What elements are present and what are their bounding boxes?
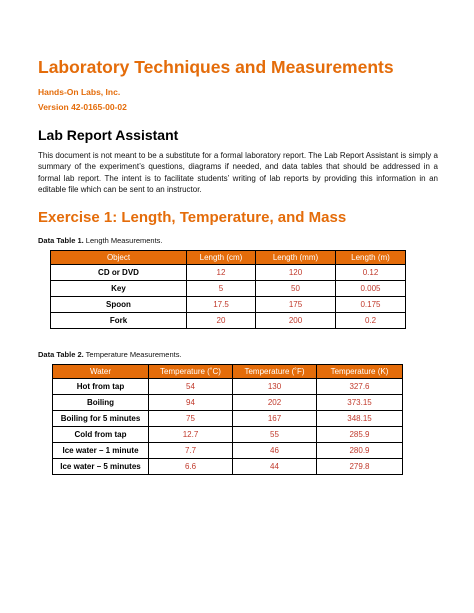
cell-value: 279.8 <box>317 458 403 474</box>
table-row <box>53 394 403 410</box>
cell-value: 327.6 <box>317 378 403 394</box>
cell-value: 348.15 <box>317 410 403 426</box>
temperature-measurements-table <box>52 364 403 475</box>
row-label: Cold from tap <box>53 426 149 442</box>
column-header: Temperature (˚F) <box>233 364 317 378</box>
table2-caption-text: Temperature Measurements. <box>83 349 182 359</box>
cell-value: 46 <box>233 442 317 458</box>
cell-value: 202 <box>233 394 317 410</box>
cell-value: 12.7 <box>149 426 233 442</box>
table-row <box>53 378 403 394</box>
row-label: Boiling for 5 minutes <box>53 410 149 426</box>
row-label: Ice water – 5 minutes <box>53 458 149 474</box>
column-header: Temperature (˚C) <box>149 364 233 378</box>
cell-value: 94 <box>149 394 233 410</box>
lab-report-assistant-heading: Lab Report Assistant <box>38 127 179 143</box>
cell-value: 0.175 <box>336 296 406 312</box>
cell-value: 5 <box>187 280 256 296</box>
cell-value: 0.005 <box>336 280 406 296</box>
row-label: Ice water – 1 minute <box>53 442 149 458</box>
column-header: Temperature (K) <box>317 364 403 378</box>
length-measurements-table <box>50 250 406 329</box>
row-label: Key <box>51 280 187 296</box>
table1-caption <box>38 236 438 246</box>
table-header-row <box>53 364 403 378</box>
column-header: Water <box>53 364 149 378</box>
cell-value: 0.2 <box>336 312 406 328</box>
cell-value: 12 <box>187 264 256 280</box>
row-label: Spoon <box>51 296 187 312</box>
column-header: Object <box>51 250 187 264</box>
intro-paragraph: This document is not meant to be a substitute for a formal laboratory report. The Lab Report Assistant is simply a summary of the experiment’s questions, diagrams if needed, and data tables that should be addressed in a formal lab report. The intent is to facilitate students’ writing of lab reports by providing this information in an editable file which can be sent to an instructor. <box>38 151 438 195</box>
table-row <box>53 426 403 442</box>
cell-value: 130 <box>233 378 317 394</box>
publisher-name: Hands-On Labs, Inc. <box>38 87 121 97</box>
table-row <box>53 410 403 426</box>
cell-value: 17.5 <box>187 296 256 312</box>
cell-value: 7.7 <box>149 442 233 458</box>
row-label: Boiling <box>53 394 149 410</box>
cell-value: 50 <box>256 280 336 296</box>
column-header: Length (cm) <box>187 250 256 264</box>
cell-value: 75 <box>149 410 233 426</box>
table-row <box>51 296 406 312</box>
cell-value: 285.9 <box>317 426 403 442</box>
column-header: Length (m) <box>336 250 406 264</box>
cell-value: 175 <box>256 296 336 312</box>
table1-caption-label: Data Table 1. <box>38 235 84 245</box>
cell-value: 54 <box>149 378 233 394</box>
cell-value: 55 <box>233 426 317 442</box>
table-row <box>51 264 406 280</box>
document-title: Laboratory Techniques and Measurements <box>38 57 394 77</box>
cell-value: 200 <box>256 312 336 328</box>
cell-value: 20 <box>187 312 256 328</box>
cell-value: 167 <box>233 410 317 426</box>
table-header-row <box>51 250 406 264</box>
row-label: CD or DVD <box>51 264 187 280</box>
table-row <box>51 280 406 296</box>
table-row <box>53 442 403 458</box>
row-label: Hot from tap <box>53 378 149 394</box>
table-row <box>53 458 403 474</box>
cell-value: 6.6 <box>149 458 233 474</box>
table1-caption-text: Length Measurements. <box>83 235 163 245</box>
table-row <box>51 312 406 328</box>
cell-value: 44 <box>233 458 317 474</box>
column-header: Length (mm) <box>256 250 336 264</box>
version-number: Version 42-0165-00-02 <box>38 102 127 112</box>
table2-caption <box>38 350 438 360</box>
table2-caption-label: Data Table 2. <box>38 349 84 359</box>
exercise-title: Exercise 1: Length, Temperature, and Mass <box>38 208 347 226</box>
cell-value: 120 <box>256 264 336 280</box>
document-page <box>38 56 438 475</box>
cell-value: 373.15 <box>317 394 403 410</box>
row-label: Fork <box>51 312 187 328</box>
cell-value: 280.9 <box>317 442 403 458</box>
cell-value: 0.12 <box>336 264 406 280</box>
